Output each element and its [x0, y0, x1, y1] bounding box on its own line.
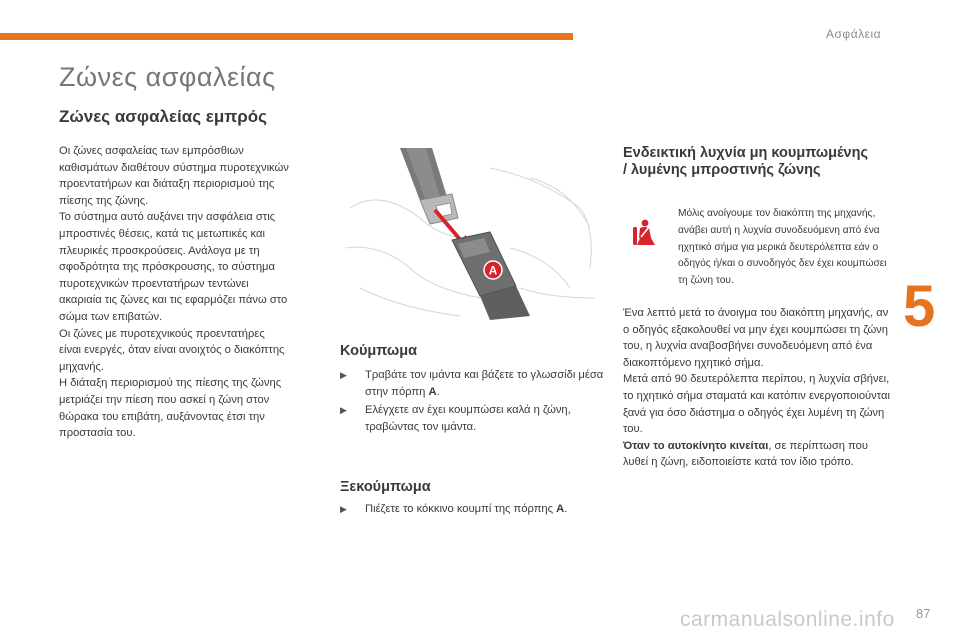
intro-line: μετριάζει την πίεση που ασκεί η ζώνη στον	[59, 393, 270, 406]
intro-line: μηχανής.	[59, 360, 105, 373]
indicator-bold-lead: Όταν το αυτοκίνητο κινείται	[623, 439, 769, 452]
intro-line: καθισμάτων διαθέτουν σύστημα πυροτεχνικών	[59, 161, 289, 174]
intro-line: είναι ενεργές, όταν είναι ανοιχτός ο διακόπτης	[59, 344, 285, 357]
intro-line: σφοδρότητα της πρόσκρουσης, το σύστημα	[59, 261, 275, 274]
intro-line: πυροτεχνικών προεντατήρων τεντώνει	[59, 277, 249, 290]
figure-label-a: A	[488, 263, 498, 278]
section-name: Ασφάλεια	[826, 27, 882, 41]
intro-line: Οι ζώνες ασφαλείας των εμπρόσθιων	[59, 145, 244, 157]
watermark: carmanualsonline.info	[680, 608, 895, 631]
indicator-description	[623, 305, 893, 471]
unbuckle-heading: Ξεκούμπωμα	[340, 479, 431, 495]
seatbelt-buckle-illustration	[340, 148, 602, 320]
bullet-arrow-icon: ▶	[340, 405, 347, 416]
intro-line: πίεσης της ζώνης.	[59, 194, 149, 207]
step-end: .	[436, 385, 440, 398]
intro-line: Οι ζώνες με πυροτεχνικούς προεντατήρες	[59, 327, 265, 340]
intro-line: πλευρικές προσκρούσεις. Ανάλογα με τη	[59, 244, 260, 257]
intro-line: θώρακα του επιβάτη, αυξάνοντας έτσι την	[59, 410, 265, 423]
indicator-paragraph: Ένα λεπτό μετά το άνοιγμα του διακόπτη μηχανής, αν ο οδηγός εξακολουθεί να μην έχει κουμπώσει τη ζώνη του, η λυχνία αναβοσβήνει συνοδευόμενη από ένα διακοπτόμενο ηχητικό σήμα.	[623, 307, 889, 369]
seatbelt-warning-icon	[630, 218, 660, 248]
indicator-note: Μόλις ανοίγουμε τον διακόπτη της μηχανής, ανάβει αυτή η λυχνία συνοδευόμενη από ένα ηχητικό σήμα για μερικά δευτερόλεπτα εάν ο οδηγός ή/και ο συνοδηγός δεν έχει κουμπώσει τη ζώνη του.	[678, 208, 887, 287]
indicator-paragraph	[623, 438, 893, 471]
intro-line: προεντατήρων και διάταξη περιορισμού της	[59, 178, 275, 191]
list-item	[340, 402, 605, 435]
bullet-arrow-icon: ▶	[340, 370, 347, 380]
step-end: .	[564, 503, 568, 515]
step-bold: A	[556, 503, 565, 515]
buckle-heading: Κούμπωμα	[340, 343, 418, 359]
page-title: Ζώνες ασφαλείας	[59, 62, 276, 92]
list-item	[340, 367, 605, 400]
step-text: Ελέγχετε αν έχει κουμπώσει καλά η ζώνη, τραβώντας τον ιμάντα.	[365, 404, 571, 433]
intro-line: προστασία του.	[59, 427, 136, 440]
step-bold: A	[428, 385, 437, 398]
buckle-steps	[340, 367, 605, 437]
page-number: 87	[916, 606, 931, 621]
step-text: Τραβάτε τον ιμάντα και βάζετε το γλωσσίδι μέσα στην πόρπη	[365, 369, 604, 398]
list-item	[340, 501, 605, 518]
intro-line: Η διάταξη περιορισμού της πίεσης της ζώνης	[59, 377, 282, 390]
bullet-arrow-icon: ▶	[340, 504, 347, 514]
intro-line: ακαριαία τις ζώνες και τις εφαρμόζει πάνω στο	[59, 294, 288, 307]
step-text: Πιέζετε το κόκκινο κουμπί της πόρπης	[365, 503, 557, 515]
indicator-paragraph-rest: , σε περίπτωση που λυθεί η ζώνη, ειδοποιείστε κατά τον ίδιο τρόπο.	[623, 439, 868, 469]
intro-text	[59, 143, 331, 442]
indicator-paragraph: Μετά από 90 δευτερόλεπτα περίπου, η λυχνία σβήνει, το ηχητικό σήμα σταματά και κατόπιν ενεργοποιούνται ξανά για όσο διάστημα ο οδηγός έχει λυμένη τη ζώνη του.	[623, 373, 890, 436]
intro-line: σώμα των επιβατών.	[59, 310, 163, 323]
indicator-heading: Ενδεικτική λυχνία μη κουμπωμένης / λυμένης μπροστινής ζώνης	[623, 145, 869, 178]
unbuckle-steps	[340, 501, 605, 520]
intro-line: μπροστινές θέσεις, κατά τις μετωπικές και	[59, 227, 265, 240]
chapter-number: 5	[903, 274, 936, 339]
top-accent-bar	[0, 33, 573, 40]
intro-line: Το σύστημα αυτό αυξάνει την ασφάλεια στις	[59, 211, 276, 224]
section-subtitle: Ζώνες ασφαλείας εμπρός	[59, 107, 268, 126]
